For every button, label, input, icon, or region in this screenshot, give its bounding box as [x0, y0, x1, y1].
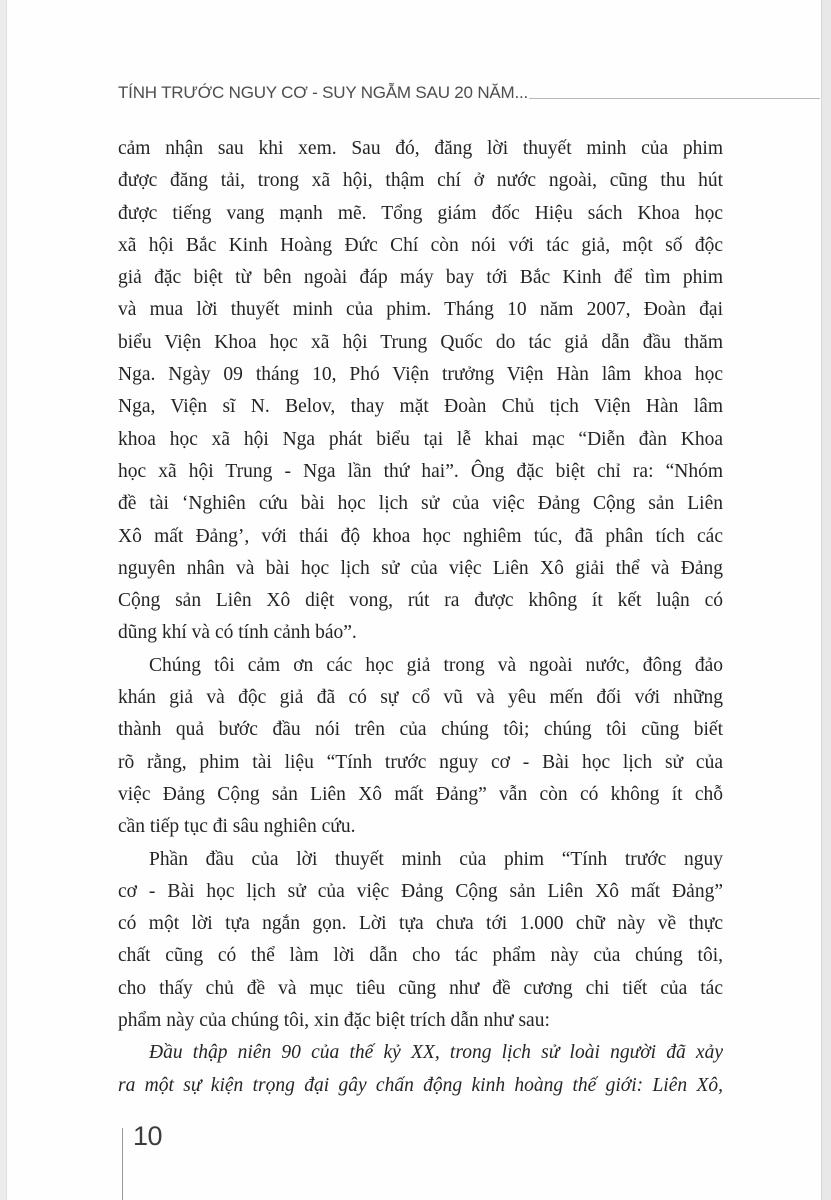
text-line: có một lời tựa ngắn gọn. Lời tựa chưa tới 1.000 chữ này về thực	[118, 913, 723, 935]
page-number-rule	[122, 1128, 123, 1200]
text-line: Đầu thập niên 90 của thế kỷ XX, trong lịch sử loài người đã xảy	[149, 1042, 723, 1064]
text-line: Nga, Viện sĩ N. Belov, thay mặt Đoàn Chủ tịch Viện Hàn lâm	[118, 396, 723, 418]
text-line: ra một sự kiện trọng đại gây chấn động kinh hoàng thế giới: Liên Xô,	[118, 1074, 723, 1096]
text-line: cần tiếp tục đi sâu nghiên cứu.	[118, 816, 356, 838]
text-line: Cộng sản Liên Xô diệt vong, rút ra được không ít kết luận có	[118, 590, 723, 612]
text-line: cơ - Bài học lịch sử của việc Đảng Cộng sản Liên Xô mất Đảng”	[118, 880, 723, 902]
text-line: biểu Viện Khoa học xã hội Trung Quốc do tác giả dẫn đầu thăm	[118, 331, 723, 353]
text-line: dũng khí và có tính cảnh báo”.	[118, 622, 357, 644]
text-line: khoa học xã hội Nga phát biểu tại lễ khai mạc “Diễn đàn Khoa	[118, 428, 723, 450]
running-header	[118, 84, 820, 102]
text-line: giả đặc biệt từ bên ngoài đáp máy bay tới Bắc Kinh để tìm phim	[118, 267, 723, 289]
left-scan-edge	[0, 0, 7, 1200]
running-header-title: TÍNH TRƯỚC NGUY CƠ - SUY NGẪM SAU 20 NĂM...	[118, 83, 529, 102]
text-line: Chúng tôi cảm ơn các học giả trong và ngoài nước, đông đảo	[149, 654, 723, 676]
text-line: phẩm này của chúng tôi, xin đặc biệt trích dẫn như sau:	[118, 1010, 550, 1032]
text-line: khán giả và độc giả đã có sự cổ vũ và yêu mến đối với những	[118, 687, 723, 709]
text-line: học xã hội Trung - Nga lần thứ hai”. Ông đặc biệt chỉ ra: “Nhóm	[118, 460, 723, 482]
text-line: Nga. Ngày 09 tháng 10, Phó Viện trưởng Viện Hàn lâm khoa học	[118, 364, 723, 386]
text-line: xã hội Bắc Kinh Hoàng Đức Chí còn nói với tác giả, một số độc	[118, 234, 723, 256]
right-scan-edge	[821, 0, 831, 1200]
text-line: việc Đảng Cộng sản Liên Xô mất Đảng” vẫn còn có không ít chỗ	[118, 783, 723, 805]
text-line: được tiếng vang mạnh mẽ. Tổng giám đốc Hiệu sách Khoa học	[118, 202, 723, 224]
text-line: cảm nhận sau khi xem. Sau đó, đăng lời thuyết minh của phim	[118, 138, 723, 159]
page-number: 10	[133, 1121, 163, 1151]
header-rule	[529, 98, 820, 99]
text-line: cho thấy chủ đề và mục tiêu cũng như đề cương chi tiết của tác	[118, 977, 723, 999]
text-line: Phần đầu của lời thuyết minh của phim “Tính trước nguy	[149, 848, 723, 870]
text-line: được đăng tải, trong xã hội, thậm chí ở nước ngoài, cũng thu hút	[118, 170, 723, 192]
text-line: nguyên nhân và bài học lịch sử của việc Liên Xô giải thể và Đảng	[118, 557, 723, 579]
text-line: rõ rằng, phim tài liệu “Tính trước nguy cơ - Bài học lịch sử của	[118, 751, 723, 773]
text-line: chất cũng có thể làm lời dẫn cho tác phẩm này của chúng tôi,	[118, 945, 723, 967]
text-line: đề tài ‘Nghiên cứu bài học lịch sử của việc Đảng Cộng sản Liên	[118, 493, 723, 515]
text-line: Xô mất Đảng’, với thái độ khoa học nghiêm túc, đã phân tích các	[118, 525, 723, 547]
text-line: thành quả bước đầu nói trên của chúng tôi; chúng tôi cũng biết	[118, 719, 723, 741]
text-line: và mua lời thuyết minh của phim. Tháng 10 năm 2007, Đoàn đại	[118, 299, 723, 321]
body-text	[118, 133, 723, 1102]
